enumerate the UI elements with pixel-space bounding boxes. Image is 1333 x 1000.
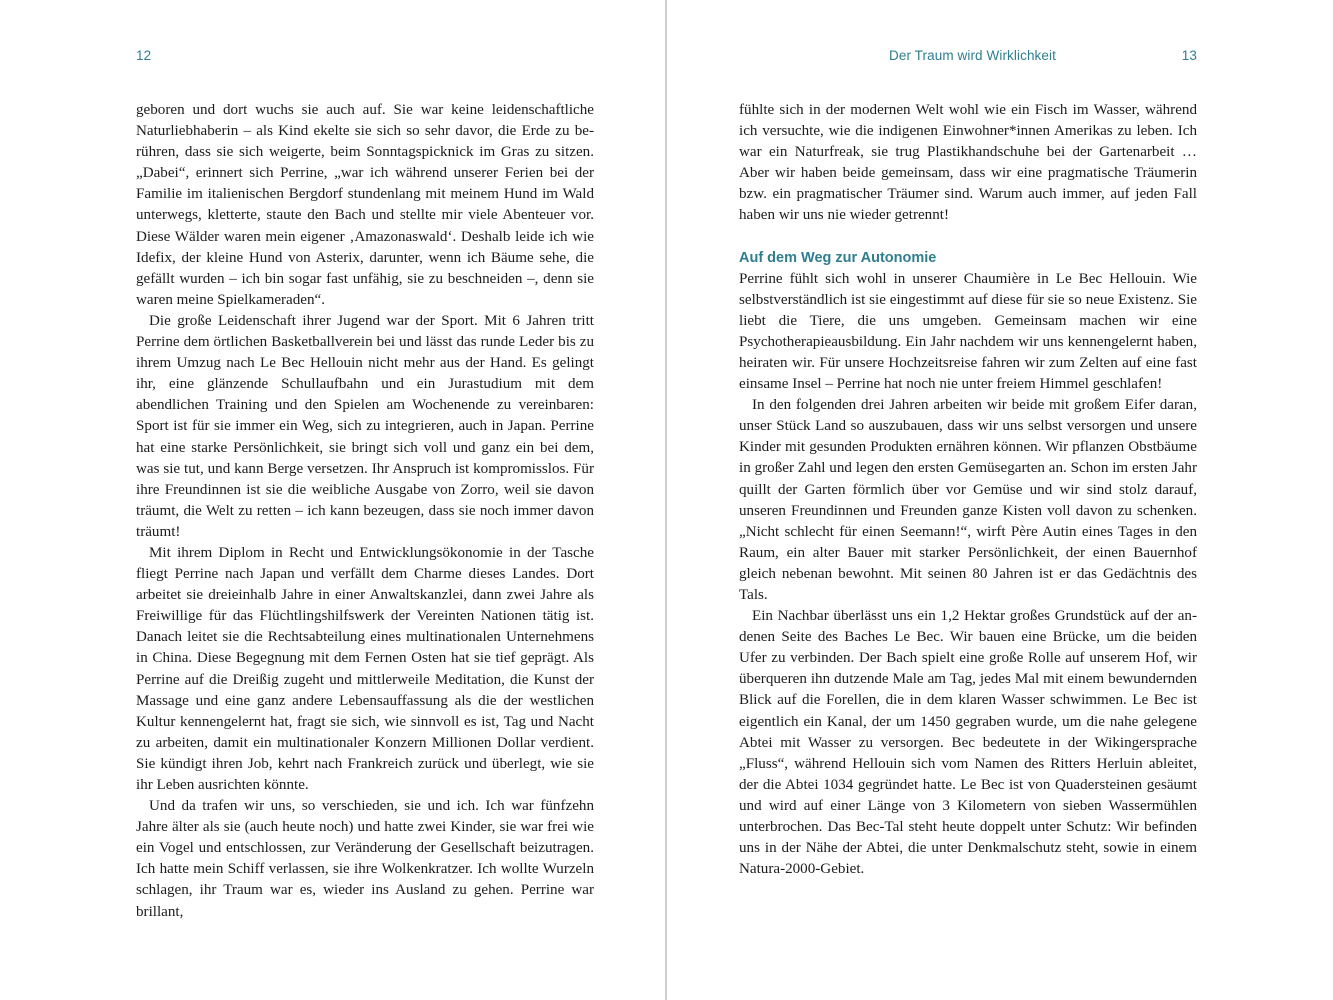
running-head: Der Traum wird Wirklichkeit xyxy=(889,48,1056,63)
section-subheading: Auf dem Weg zur Autonomie xyxy=(739,249,937,266)
left-page-number: 12 xyxy=(136,48,152,63)
right-paragraph-2: In den folgenden drei Jahren arbeiten wir beide mit großem Eifer daran, unser Stück Land so auszubauen, dass wir uns selbst versorgen und unsere Kinder mit gesunden Produkten ernähren können. Wir pflanzen Obstbäume in großer Zahl und legen den ersten Gemüsegarten an. Schon im ersten Jahr quillt der Garten förmlich über vor Gemüse und wir sind stolz darauf, unseren Freundinnen und Freunden ganze Kisten voll davon zu schenken. „Nicht schlecht für einen Seemann!“, wirft Père Autin eines Tages in den Raum, ein alter Bauer mit starker Persönlichkeit, der einen Bauernhof gleich nebenan bewohnt. Mit seinen 80 Jahren ist er das Gedächtnis des Tals. xyxy=(739,397,1197,603)
right-page-body xyxy=(739,100,1197,880)
right-opening-paragraph: fühlte sich in der modernen Welt wohl wie ein Fisch im Wasser, während ich versuchte, wie die indigenen Einwohner*innen Amerikas zu leben. Ich war ein Naturfreak, sie trug Plastikhandschuhe bei der Gartenarbeit … Aber wir haben beide gemeinsam, dass wir eine pragmatische Träumerin bzw. ein pragmatischer Träumer sind. Warum auch immer, auf jeden Fall haben wir uns nie wieder getrennt! xyxy=(739,102,1197,224)
right-paragraph-3: Ein Nachbar überlässt uns ein 1,2 Hektar großes Grundstück auf der andenen Seite des Baches Le Bec. Wir bauen eine Brücke, um die beiden Ufer zu verbinden. Der Bach spielt eine große Rolle auf unserem Hof, wir überqueren ihn dutzende Male am Tag, jedes Mal mit einem bewundernden Blick auf die Forellen, die in dem klaren Wasser schwimmen. Le Bec ist eigentlich ein Kanal, der um 1450 gegraben wurde, um die nahe gelegene Abtei mit Wasser zu versorgen. Bec bedeutete in der Wikingersprache „Fluss“, während Hellouin sich vom Namen des Ritters Herluin ableitet, der die Abtei 1034 gegründet hatte. Le Bec ist von Quadersteinen gesäumt und wird auf einer Länge von 3 Kilometern von sieben Wassermühlen unterbrochen. Das Bec-Tal steht heute doppelt unter Schutz: Wir befinden uns in der Nähe der Abtei, die unter Denkmalschutz steht, sowie in einem Natura-2000-Gebiet. xyxy=(739,608,1197,878)
right-page xyxy=(667,0,1333,1000)
left-page-body xyxy=(136,100,594,923)
left-paragraph-1: geboren und dort wuchs sie auch auf. Sie war keine leidenschaftliche Naturliebhaberin – als Kind ekelte sie sich so sehr davor, die Erde zu berühren, dass sie sich weigerte, beim Sonntagspicknick im Gras zu sitzen. „Dabei“, erinnert sich Perrine, „war ich während unserer Ferien bei der Familie im italienischen Bergdorf stundenlang mit meinem Hund im Wald unterwegs, kletterte, staute den Bach und stellte mir viele Abenteuer vor. Diese Wälder waren mein eigener ‚Amazonaswald‘. Deshalb leide ich wie Idefix, der kleine Hund von Asterix, darunter, wenn ich Bäume sehe, die gefällt wurden – ich bin sogar fast unfähig, sie zu beschneiden –, denn sie waren meine Spielkameraden“. xyxy=(136,102,594,308)
left-paragraph-4: Und da trafen wir uns, so verschieden, sie und ich. Ich war fünfzehn Jahre älter als sie (auch heute noch) und hatte zwei Kinder, sie war frei wie ein Vogel und entschlossen, zur Veränderung der Gesellschaft beizutragen. Ich hatte mein Schiff verlassen, sie ihre Wolkenkratzer. Ich wollte Wurzeln schlagen, ihr Traum war es, wieder ins Ausland zu gehen. Perrine war brillant, xyxy=(136,798,594,920)
left-page xyxy=(0,0,665,1000)
left-paragraph-2: Die große Leidenschaft ihrer Jugend war der Sport. Mit 6 Jahren tritt Perrine dem örtlichen Basketballverein bei und lässt das runde Leder bis zu ihrem Umzug nach Le Bec Hellouin nicht mehr aus der Hand. Es gelingt ihr, eine glänzende Schullaufbahn und ein Jurastudium mit dem abendlichen Training und den Spielen am Wochenende zu vereinbaren: Sport ist für sie immer ein Weg, sich zu integrieren, auch in Japan. Perrine hat eine starke Persönlichkeit, sie bringt sich voll und ganz ein bei dem, was sie tut, und kann Berge versetzen. Ihr Anspruch ist kompromisslos. Für ihre Freundinnen ist sie die weibliche Ausgabe von Zorro, weil sie davon träumt, die Welt zu retten – ich kann bezeugen, dass sie noch immer davon träumt! xyxy=(136,312,594,540)
left-paragraph-3: Mit ihrem Diplom in Recht und Entwicklungsökonomie in der Tasche fliegt Perrine nach Japan und verfällt dem Charme dieses Landes. Dort arbeitet sie dreieinhalb Jahre in einer Anwaltskanzlei, dann zwei Jahre als Freiwillige für das Flüchtlingshilfswerk der Vereinten Nationen tätig ist. Danach leitet sie die Rechtsabteilung eines multinationalen Unternehmens in China. Diese Begegnung mit dem Fernen Osten hat sie tief geprägt. Als Perrine auf die Dreißig zugeht und mittlerweile Meditation, die Kunst der Massage und eine ganz andere Lebensauffassung als die der westlichen Kultur kennengelernt hat, fragt sie sich, wie sinnvoll es ist, Tag und Nacht zu arbeiten, damit ein multinationaler Konzern Millionen Dollar verdient. Sie kündigt ihren Job, kehrt nach Frankreich zurück und überlegt, wie sie ihr Leben ausrichten könnte. xyxy=(136,544,594,793)
right-page-number: 13 xyxy=(1181,48,1197,63)
right-paragraph-1: Perrine fühlt sich wohl in unserer Chaumière in Le Bec Hellouin. Wie selbstverständlich ist sie eingestimmt auf diese für sie so neue Existenz. Sie liebt die Tiere, die uns umgeben. Gemeinsam machen wir eine Psychotherapieausbildung. Ein Jahr nachdem wir uns kennengelernt haben, heiraten wir. Für unsere Hochzeitsreise fahren wir zum Zelten auf eine fast einsame Insel – Perrine hat noch nie unter freiem Himmel geschlafen! xyxy=(739,270,1197,393)
